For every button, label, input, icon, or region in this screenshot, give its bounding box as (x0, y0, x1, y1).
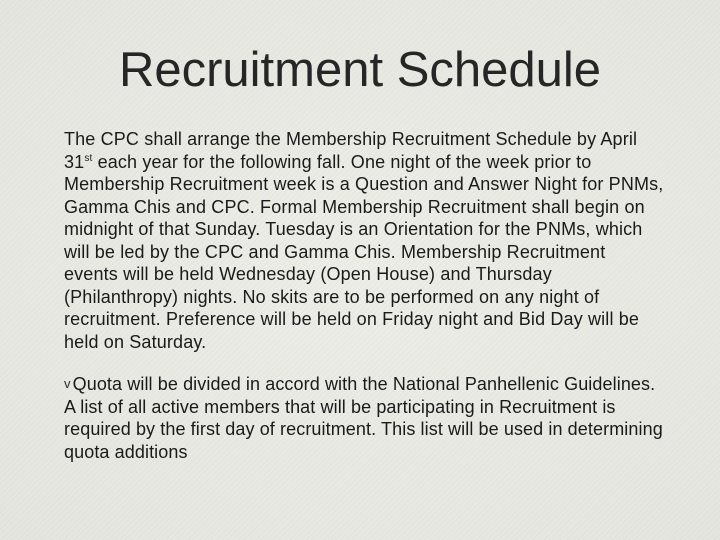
checkmark-diamond-icon: v (64, 376, 71, 391)
paragraph-schedule-text-end: each year for the following fall. One night of the week prior to Membership Recruitment week is a Question and Answer Night for PNMs, Gamma Chis and CPC. Formal Membership Recruitment shall begin on midnight of that Sunday. Tuesday is an Orientation for the PNMs, which will be led by the CPC and Gamma Chis. Membership Recruitment events will be held Wednesday (Open House) and Thursday (Philanthropy) nights. No skits are to be performed on any night of recruitment. Preference will be held on Friday night and Bid Day will be held on Saturday. (64, 151, 664, 352)
paragraph-schedule-text-start: The CPC shall arrange the Membership Recruitment Schedule by April 31 (64, 129, 638, 172)
paragraph-quota-text: Quota will be divided in accord with the National Panhellenic Guidelines. A list of all active members that will be participating in Recruitment is required by the first day of recruitment. This list will be used in determining quota additions (64, 374, 663, 462)
date-ordinal-superscript: st (84, 152, 93, 164)
paragraph-schedule (64, 128, 664, 353)
slide-body (64, 128, 664, 463)
slide-title: Recruitment Schedule (118, 43, 602, 97)
paragraph-quota (64, 373, 664, 463)
